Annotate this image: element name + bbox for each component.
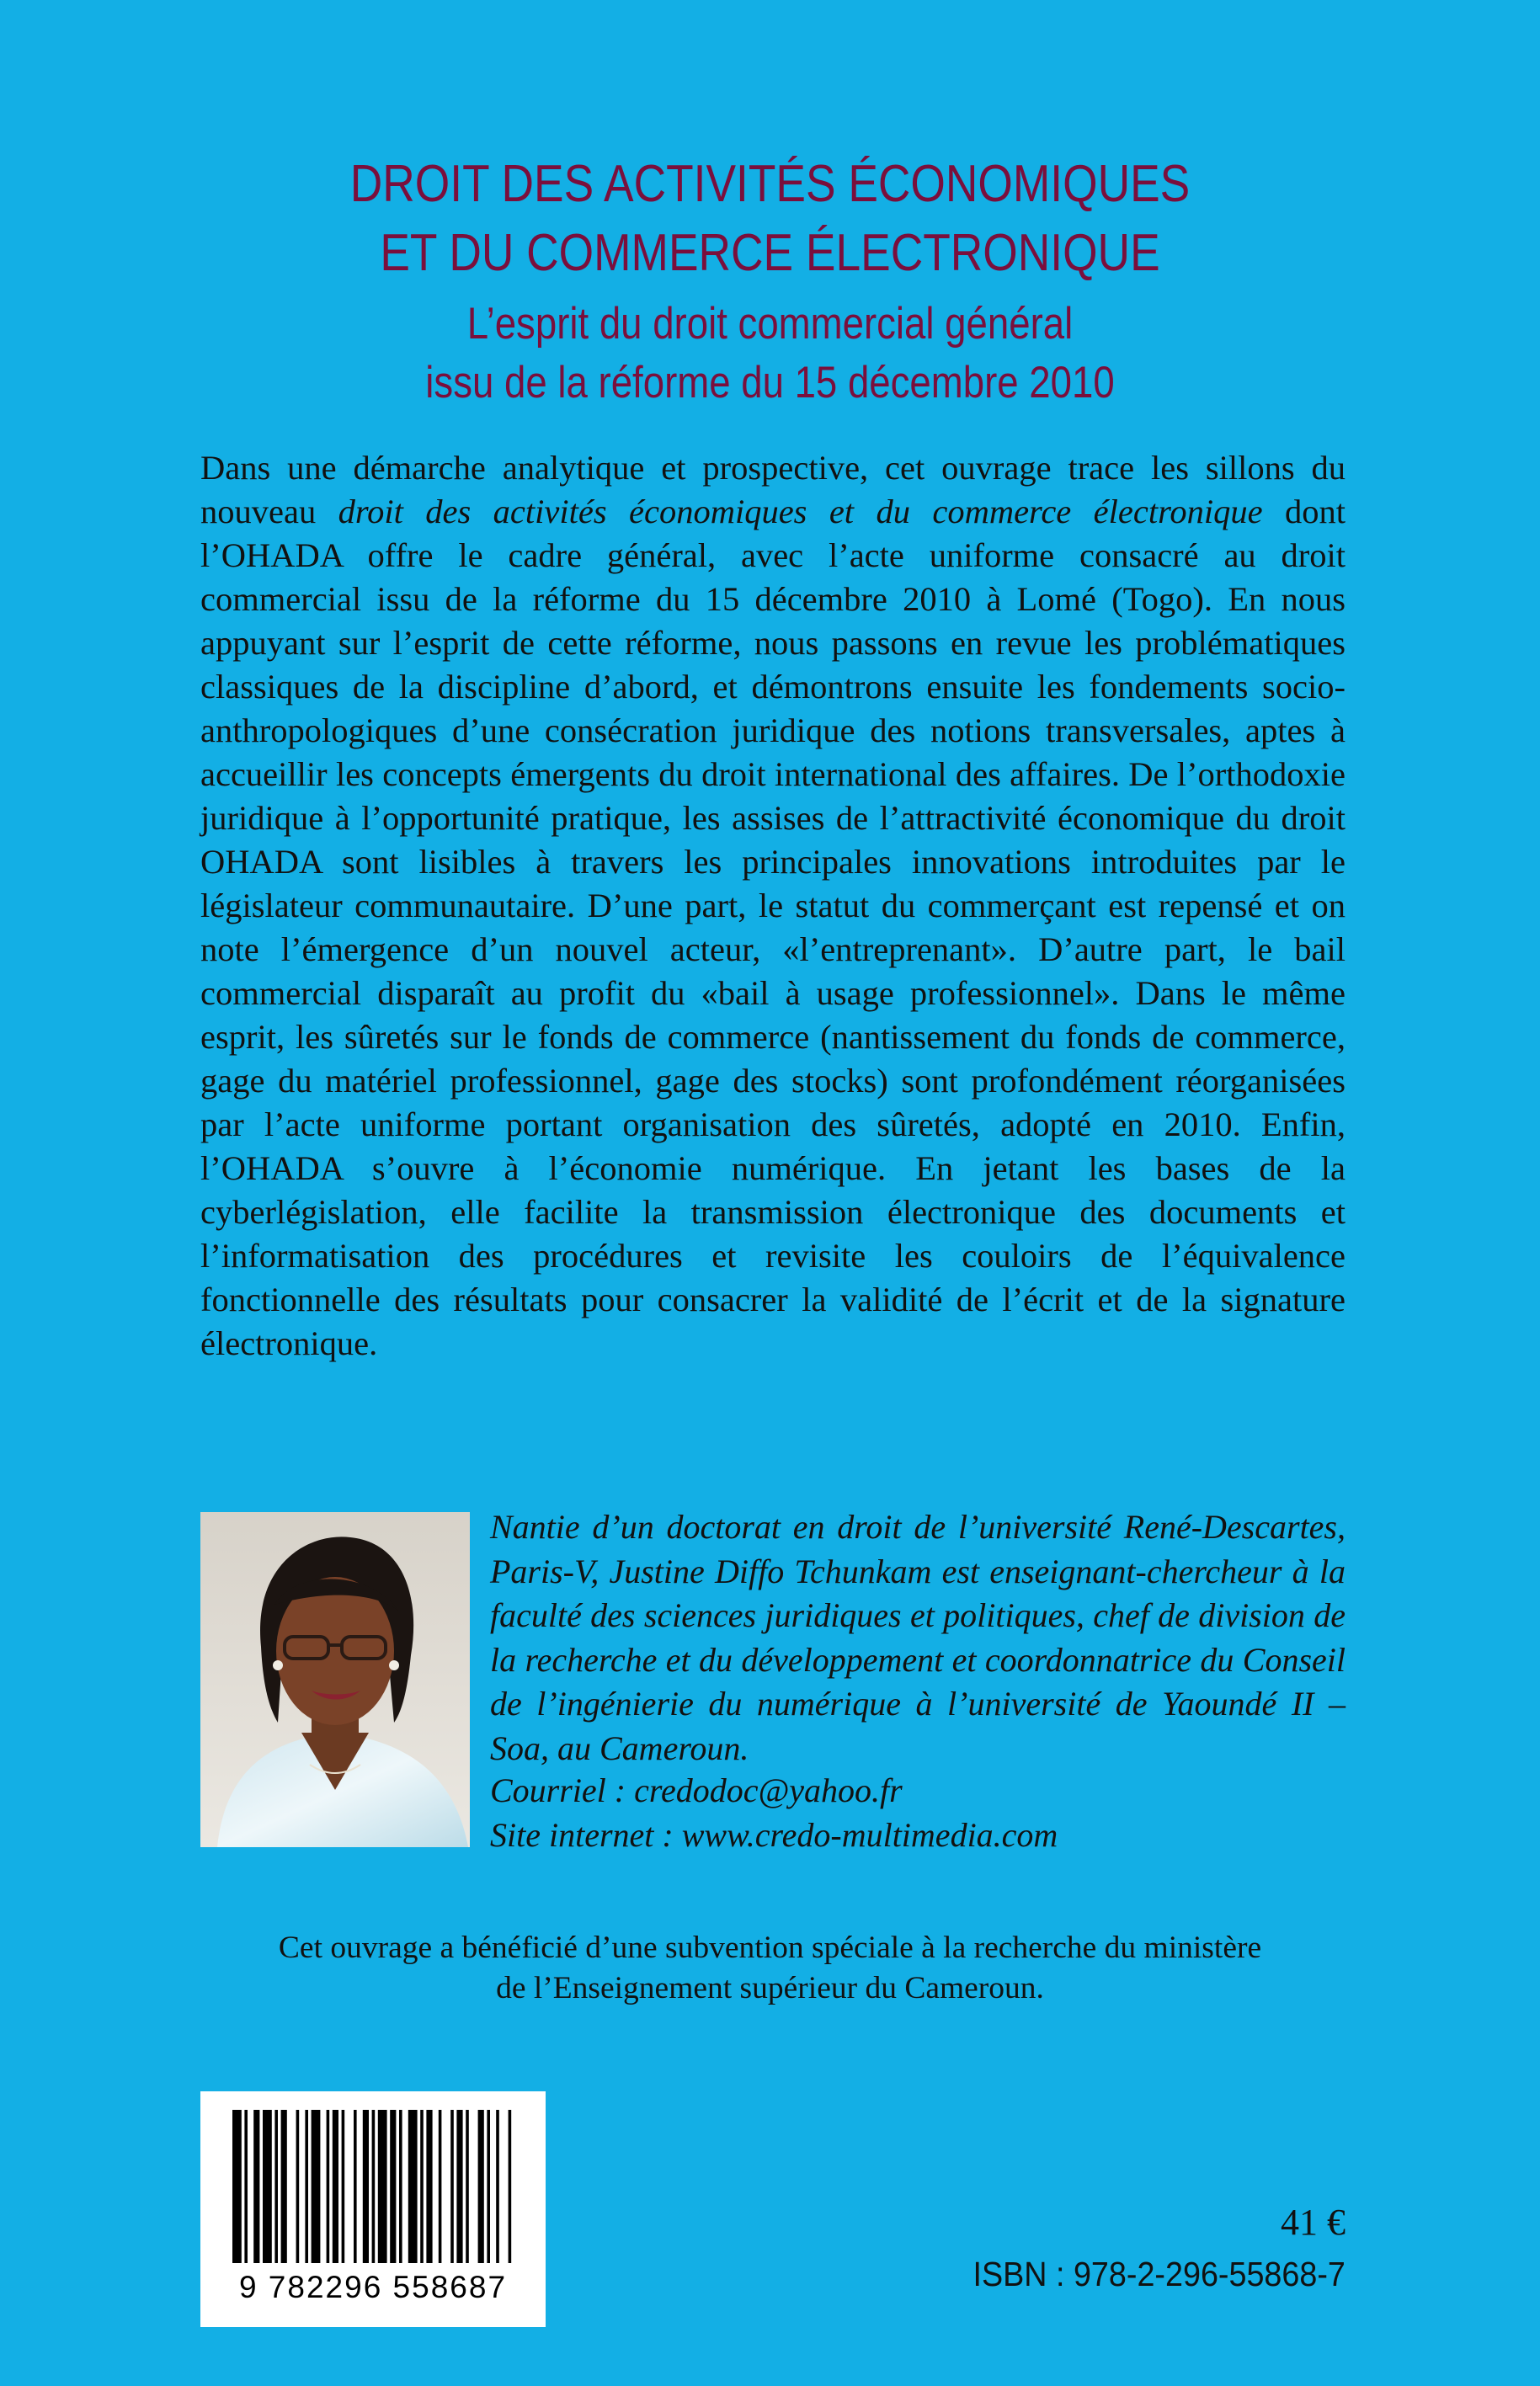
barcode [200, 2091, 546, 2327]
barcode-bar [312, 2110, 321, 2263]
barcode-bar [509, 2110, 512, 2263]
barcode-bar [274, 2110, 278, 2263]
barcode-bar [263, 2110, 272, 2263]
barcode-bar [450, 2110, 454, 2263]
barcode-bar [420, 2110, 424, 2263]
author-photo [200, 1512, 470, 1847]
book-title-line-1: DROIT DES ACTIVITÉS ÉCONOMIQUES [349, 155, 1191, 213]
author-website: Site internet : www.credo-multimedia.com [490, 1815, 1058, 1854]
price: 41 € [1281, 2202, 1346, 2243]
book-subtitle-line-2: issu de la réforme du 15 décembre 2010 [425, 358, 1115, 407]
author-email: Courriel : credodoc@yahoo.fr [490, 1771, 903, 1809]
barcode-bar [399, 2110, 402, 2263]
grant-notice [0, 1928, 1540, 2009]
barcode-bar [354, 2110, 357, 2263]
barcode-bar [244, 2110, 248, 2263]
author-bio-text: Nantie d’un doctorat en droit de l’université René-Descartes, Paris-V, Justine Diffo Tchunkam est enseignant-chercheur à la faculté des sciences juridiques et politiques, chef de division de la recherche et du développement et coordonnatrice du Conseil de l’ingénierie du numérique à l’université de Yaoundé II – Soa, au Cameroun. [490, 1508, 1346, 1767]
isbn: ISBN : 978-2-296-55868-7 [972, 2255, 1346, 2293]
barcode-bar [496, 2110, 499, 2263]
title-block [0, 150, 1540, 413]
summary-text [200, 446, 1346, 1366]
barcode-bar [466, 2110, 469, 2263]
barcode-bar [439, 2110, 442, 2263]
barcode-bar [487, 2110, 490, 2263]
barcode-bar [232, 2110, 242, 2263]
grant-notice-line-1: Cet ouvrage a bénéficié d’une subvention spéciale à la recherche du ministère [278, 1931, 1262, 1965]
grant-notice-line-2: de l’Enseignement supérieur du Cameroun. [496, 1971, 1044, 2005]
barcode-bar [378, 2110, 387, 2263]
barcode-bar [426, 2110, 432, 2263]
book-subtitle-line-1: L’esprit du droit commercial général [466, 299, 1074, 349]
barcode-bar [456, 2110, 462, 2263]
barcode-bar [390, 2110, 396, 2263]
barcode-bar [478, 2110, 484, 2263]
barcode-bar [305, 2110, 308, 2263]
barcode-bar [327, 2110, 330, 2263]
barcode-bar [342, 2110, 345, 2263]
barcode-bar [408, 2110, 418, 2263]
barcode-bar [281, 2110, 287, 2263]
barcode-bar [253, 2110, 259, 2263]
barcode-bar [372, 2110, 376, 2263]
summary-part-1: Dans une démarche analytique et prospective, cet ouvrage trace les sillons du nouveau [200, 449, 1346, 530]
barcode-bar [296, 2110, 300, 2263]
barcode-bar [363, 2110, 369, 2263]
author-bio [490, 1505, 1346, 1771]
author-contact [490, 1769, 1346, 1857]
barcode-bar [333, 2110, 338, 2263]
summary-italic-phrase: droit des activités économiques et du commerce électronique [338, 493, 1263, 530]
book-title-line-2: ET DU COMMERCE ÉLECTRONIQUE [380, 224, 1160, 282]
barcode-digits: 9 782296 558687 [238, 2270, 508, 2304]
summary-part-2: dont l’OHADA offre le cadre général, avec l’acte uniforme consacré au droit commercial issu de la réforme du 15 décembre 2010 à Lomé (Togo). En nous appuyant sur l’esprit de cette réforme, nous passons en revue les problématiques classiques de la discipline d’abord, et démontrons ensuite les fondements socio-anthropologiques d’une consécration juridique des notions transversales, aptes à accueillir les concepts émergents du droit international des affaires. De l’orthodoxie juridique à l’opportunité pratique, les assises de l’attractivité économique du droit OHADA sont lisibles à travers les principales innovations introduites par le législateur communautaire. D’une part, le statut du commerçant est repensé et on note l’émergence d’un nouvel acteur, «l’entreprenant». D’autre part, le bail commercial disparaît au profit du «bail à usage professionnel». Dans le même esprit, les sûretés sur le fonds de commerce (nantissement du fonds de commerce, gage du matériel professionnel, gage des stocks) sont profondément réorganisées par l’acte uniforme portant organisation des sûretés, adopté en 2010. Enfin, l’OHADA s’ouvre à l’économie numérique. En jetant les bases de la cyberlégislation, elle facilite la transmission électronique des documents et l’informatisation des procédures et revisite les couloirs de l’équivalence fonctionnelle des résultats pour consacrer la validité de l’écrit et de la signature électronique. [200, 493, 1346, 1362]
author-portrait-illustration [200, 1512, 470, 1847]
